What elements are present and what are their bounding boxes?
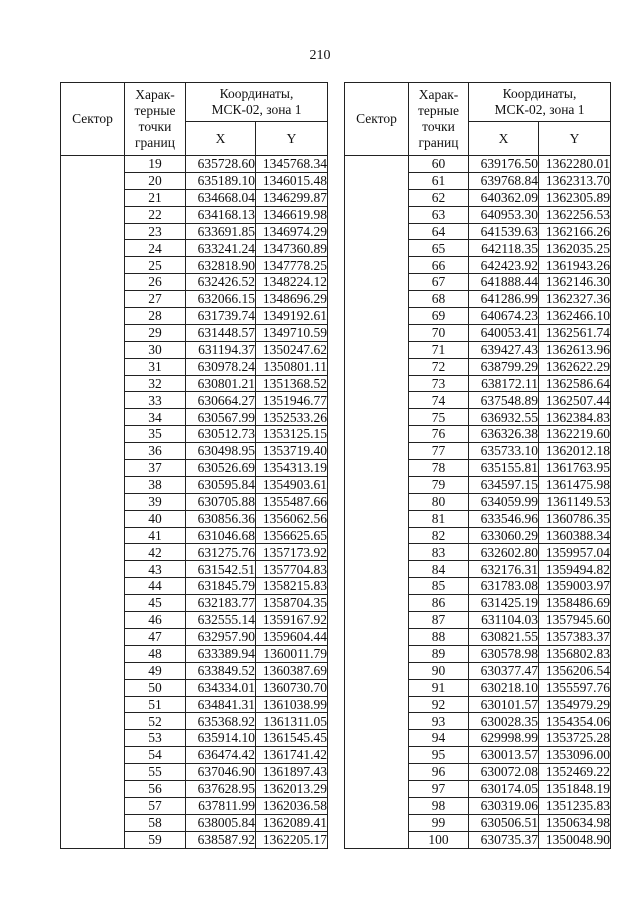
y-coordinate-cell: 1354354.06: [539, 713, 611, 730]
y-coordinate-cell: 1361897.43: [256, 764, 328, 781]
sector-cell: [345, 156, 409, 849]
points-header-line: границ: [418, 135, 459, 150]
y-coordinate-cell: 1362305.89: [539, 189, 611, 206]
x-coordinate-cell: 640953.30: [469, 206, 539, 223]
table-row: [61, 156, 328, 173]
y-coordinate-cell: 1350048.90: [539, 831, 611, 848]
x-coordinate-cell: 632426.52: [186, 274, 256, 291]
point-number-cell: 41: [125, 527, 186, 544]
y-coordinate-cell: 1351235.83: [539, 797, 611, 814]
point-number-cell: 20: [125, 172, 186, 189]
x-coordinate-cell: 631194.37: [186, 341, 256, 358]
x-coordinate-cell: 639427.43: [469, 341, 539, 358]
point-number-cell: 34: [125, 409, 186, 426]
x-coordinate-cell: 641888.44: [469, 274, 539, 291]
point-number-cell: 99: [409, 814, 469, 831]
points-header: [125, 83, 186, 156]
y-coordinate-cell: 1362013.29: [256, 780, 328, 797]
x-coordinate-cell: 630664.27: [186, 392, 256, 409]
point-number-cell: 61: [409, 172, 469, 189]
x-coordinate-cell: 633849.52: [186, 662, 256, 679]
y-coordinate-cell: 1352469.22: [539, 764, 611, 781]
point-number-cell: 88: [409, 628, 469, 645]
x-coordinate-cell: 630028.35: [469, 713, 539, 730]
point-number-cell: 86: [409, 595, 469, 612]
x-coordinate-cell: 630377.47: [469, 662, 539, 679]
point-number-cell: 60: [409, 156, 469, 173]
y-header: Y: [539, 122, 611, 156]
y-coordinate-cell: 1351368.52: [256, 375, 328, 392]
points-header-line: терные: [134, 103, 176, 118]
x-coordinate-cell: 630595.84: [186, 476, 256, 493]
y-coordinate-cell: 1358486.69: [539, 595, 611, 612]
point-number-cell: 56: [125, 780, 186, 797]
y-coordinate-cell: 1359957.04: [539, 544, 611, 561]
x-coordinate-cell: 630735.37: [469, 831, 539, 848]
coords-header-line: Координаты,: [502, 86, 577, 101]
x-coordinate-cell: 635189.10: [186, 172, 256, 189]
point-number-cell: 31: [125, 358, 186, 375]
y-coordinate-cell: 1362035.25: [539, 240, 611, 257]
y-coordinate-cell: 1346299.87: [256, 189, 328, 206]
x-coordinate-cell: 634059.99: [469, 493, 539, 510]
points-header-line: Харак-: [135, 87, 175, 102]
y-coordinate-cell: 1358215.83: [256, 578, 328, 595]
y-coordinate-cell: 1362089.41: [256, 814, 328, 831]
point-number-cell: 96: [409, 764, 469, 781]
y-coordinate-cell: 1360011.79: [256, 645, 328, 662]
points-header: [409, 83, 469, 156]
x-coordinate-cell: 630218.10: [469, 679, 539, 696]
point-number-cell: 36: [125, 443, 186, 460]
y-coordinate-cell: 1355597.76: [539, 679, 611, 696]
y-coordinate-cell: 1362256.53: [539, 206, 611, 223]
x-coordinate-cell: 630319.06: [469, 797, 539, 814]
point-number-cell: 24: [125, 240, 186, 257]
x-coordinate-cell: 632066.15: [186, 291, 256, 308]
point-number-cell: 40: [125, 510, 186, 527]
y-coordinate-cell: 1362327.36: [539, 291, 611, 308]
x-coordinate-cell: 630705.88: [186, 493, 256, 510]
y-coordinate-cell: 1362036.58: [256, 797, 328, 814]
x-coordinate-cell: 641286.99: [469, 291, 539, 308]
point-number-cell: 43: [125, 561, 186, 578]
point-number-cell: 47: [125, 628, 186, 645]
x-coordinate-cell: 637628.95: [186, 780, 256, 797]
point-number-cell: 75: [409, 409, 469, 426]
y-coordinate-cell: 1360388.34: [539, 527, 611, 544]
y-header: Y: [256, 122, 328, 156]
y-coordinate-cell: 1361149.53: [539, 493, 611, 510]
y-coordinate-cell: 1350634.98: [539, 814, 611, 831]
x-coordinate-cell: 636326.38: [469, 426, 539, 443]
x-coordinate-cell: 631845.79: [186, 578, 256, 595]
y-coordinate-cell: 1346015.48: [256, 172, 328, 189]
x-coordinate-cell: 631542.51: [186, 561, 256, 578]
point-number-cell: 39: [125, 493, 186, 510]
x-coordinate-cell: 633389.94: [186, 645, 256, 662]
x-coordinate-cell: 634597.15: [469, 476, 539, 493]
point-number-cell: 50: [125, 679, 186, 696]
point-number-cell: 83: [409, 544, 469, 561]
sector-cell: [61, 156, 125, 849]
point-number-cell: 28: [125, 308, 186, 325]
x-header: X: [469, 122, 539, 156]
y-coordinate-cell: 1360786.35: [539, 510, 611, 527]
point-number-cell: 22: [125, 206, 186, 223]
point-number-cell: 42: [125, 544, 186, 561]
y-coordinate-cell: 1362384.83: [539, 409, 611, 426]
x-coordinate-cell: 630801.21: [186, 375, 256, 392]
y-coordinate-cell: 1361943.26: [539, 257, 611, 274]
point-number-cell: 100: [409, 831, 469, 848]
x-coordinate-cell: 630174.05: [469, 780, 539, 797]
y-coordinate-cell: 1361311.05: [256, 713, 328, 730]
x-coordinate-cell: 638172.11: [469, 375, 539, 392]
x-coordinate-cell: 637046.90: [186, 764, 256, 781]
point-number-cell: 79: [409, 476, 469, 493]
y-coordinate-cell: 1359494.82: [539, 561, 611, 578]
x-coordinate-cell: 635914.10: [186, 730, 256, 747]
y-coordinate-cell: 1347778.25: [256, 257, 328, 274]
y-coordinate-cell: 1362205.17: [256, 831, 328, 848]
point-number-cell: 35: [125, 426, 186, 443]
point-number-cell: 82: [409, 527, 469, 544]
point-number-cell: 80: [409, 493, 469, 510]
y-coordinate-cell: 1356802.83: [539, 645, 611, 662]
x-coordinate-cell: 636932.55: [469, 409, 539, 426]
point-number-cell: 68: [409, 291, 469, 308]
y-coordinate-cell: 1361545.45: [256, 730, 328, 747]
point-number-cell: 52: [125, 713, 186, 730]
y-coordinate-cell: 1356625.65: [256, 527, 328, 544]
point-number-cell: 78: [409, 460, 469, 477]
x-coordinate-cell: 631739.74: [186, 308, 256, 325]
y-coordinate-cell: 1362280.01: [539, 156, 611, 173]
y-coordinate-cell: 1357945.60: [539, 612, 611, 629]
x-coordinate-cell: 632176.31: [469, 561, 539, 578]
x-coordinate-cell: 630072.08: [469, 764, 539, 781]
x-coordinate-cell: 630498.95: [186, 443, 256, 460]
y-coordinate-cell: 1360387.69: [256, 662, 328, 679]
point-number-cell: 92: [409, 696, 469, 713]
point-number-cell: 33: [125, 392, 186, 409]
x-coordinate-cell: 633691.85: [186, 223, 256, 240]
y-coordinate-cell: 1362219.60: [539, 426, 611, 443]
y-coordinate-cell: 1361741.42: [256, 747, 328, 764]
y-coordinate-cell: 1352533.26: [256, 409, 328, 426]
point-number-cell: 69: [409, 308, 469, 325]
y-coordinate-cell: 1361475.98: [539, 476, 611, 493]
point-number-cell: 95: [409, 747, 469, 764]
x-coordinate-cell: 632818.90: [186, 257, 256, 274]
x-coordinate-cell: 629998.99: [469, 730, 539, 747]
x-coordinate-cell: 642118.35: [469, 240, 539, 257]
y-coordinate-cell: 1355487.66: [256, 493, 328, 510]
points-header-line: точки: [422, 119, 455, 134]
point-number-cell: 89: [409, 645, 469, 662]
y-coordinate-cell: 1362166.26: [539, 223, 611, 240]
y-coordinate-cell: 1353096.00: [539, 747, 611, 764]
point-number-cell: 49: [125, 662, 186, 679]
y-coordinate-cell: 1362313.70: [539, 172, 611, 189]
x-coordinate-cell: 639768.84: [469, 172, 539, 189]
point-number-cell: 70: [409, 324, 469, 341]
y-coordinate-cell: 1362146.30: [539, 274, 611, 291]
y-coordinate-cell: 1358704.35: [256, 595, 328, 612]
y-coordinate-cell: 1362586.64: [539, 375, 611, 392]
y-coordinate-cell: 1362622.29: [539, 358, 611, 375]
x-coordinate-cell: 631104.03: [469, 612, 539, 629]
x-coordinate-cell: 631783.08: [469, 578, 539, 595]
x-coordinate-cell: 633546.96: [469, 510, 539, 527]
x-coordinate-cell: 630578.98: [469, 645, 539, 662]
point-number-cell: 57: [125, 797, 186, 814]
y-coordinate-cell: 1362561.74: [539, 324, 611, 341]
x-coordinate-cell: 636474.42: [186, 747, 256, 764]
y-coordinate-cell: 1346619.98: [256, 206, 328, 223]
x-coordinate-cell: 633241.24: [186, 240, 256, 257]
x-coordinate-cell: 635733.10: [469, 443, 539, 460]
point-number-cell: 58: [125, 814, 186, 831]
point-number-cell: 27: [125, 291, 186, 308]
point-number-cell: 48: [125, 645, 186, 662]
coords-header: [469, 83, 611, 122]
point-number-cell: 65: [409, 240, 469, 257]
point-number-cell: 91: [409, 679, 469, 696]
points-header-line: границ: [135, 135, 175, 150]
y-coordinate-cell: 1346974.29: [256, 223, 328, 240]
x-coordinate-cell: 637548.89: [469, 392, 539, 409]
y-coordinate-cell: 1349710.59: [256, 324, 328, 341]
y-coordinate-cell: 1351848.19: [539, 780, 611, 797]
point-number-cell: 77: [409, 443, 469, 460]
point-number-cell: 98: [409, 797, 469, 814]
x-coordinate-cell: 637811.99: [186, 797, 256, 814]
point-number-cell: 46: [125, 612, 186, 629]
point-number-cell: 55: [125, 764, 186, 781]
point-number-cell: 37: [125, 460, 186, 477]
point-number-cell: 53: [125, 730, 186, 747]
x-coordinate-cell: 630567.99: [186, 409, 256, 426]
y-coordinate-cell: 1353725.28: [539, 730, 611, 747]
x-coordinate-cell: 639176.50: [469, 156, 539, 173]
x-coordinate-cell: 638799.29: [469, 358, 539, 375]
x-coordinate-cell: 630512.73: [186, 426, 256, 443]
y-coordinate-cell: 1354979.29: [539, 696, 611, 713]
point-number-cell: 74: [409, 392, 469, 409]
y-coordinate-cell: 1359604.44: [256, 628, 328, 645]
point-number-cell: 25: [125, 257, 186, 274]
points-header-line: терные: [418, 103, 459, 118]
point-number-cell: 66: [409, 257, 469, 274]
x-header: X: [186, 122, 256, 156]
y-coordinate-cell: 1348224.12: [256, 274, 328, 291]
point-number-cell: 51: [125, 696, 186, 713]
x-coordinate-cell: 630526.69: [186, 460, 256, 477]
coords-header: [186, 83, 328, 122]
x-coordinate-cell: 634841.31: [186, 696, 256, 713]
point-number-cell: 76: [409, 426, 469, 443]
point-number-cell: 71: [409, 341, 469, 358]
point-number-cell: 87: [409, 612, 469, 629]
point-number-cell: 94: [409, 730, 469, 747]
x-coordinate-cell: 632555.14: [186, 612, 256, 629]
x-coordinate-cell: 640674.23: [469, 308, 539, 325]
x-coordinate-cell: 638587.92: [186, 831, 256, 848]
y-coordinate-cell: 1347360.89: [256, 240, 328, 257]
point-number-cell: 38: [125, 476, 186, 493]
y-coordinate-cell: 1357704.83: [256, 561, 328, 578]
coords-header-line: МСК-02, зона 1: [494, 102, 585, 117]
y-coordinate-cell: 1353719.40: [256, 443, 328, 460]
x-coordinate-cell: 633060.29: [469, 527, 539, 544]
point-number-cell: 93: [409, 713, 469, 730]
point-number-cell: 97: [409, 780, 469, 797]
y-coordinate-cell: 1362507.44: [539, 392, 611, 409]
x-coordinate-cell: 640053.41: [469, 324, 539, 341]
point-number-cell: 85: [409, 578, 469, 595]
y-coordinate-cell: 1350247.62: [256, 341, 328, 358]
x-coordinate-cell: 631425.19: [469, 595, 539, 612]
y-coordinate-cell: 1362012.18: [539, 443, 611, 460]
point-number-cell: 73: [409, 375, 469, 392]
y-coordinate-cell: 1345768.34: [256, 156, 328, 173]
x-coordinate-cell: 631275.76: [186, 544, 256, 561]
point-number-cell: 64: [409, 223, 469, 240]
coordinates-table-left: [60, 82, 328, 849]
y-coordinate-cell: 1361038.99: [256, 696, 328, 713]
y-coordinate-cell: 1359003.97: [539, 578, 611, 595]
point-number-cell: 32: [125, 375, 186, 392]
x-coordinate-cell: 631448.57: [186, 324, 256, 341]
point-number-cell: 72: [409, 358, 469, 375]
sector-header: Сектор: [61, 83, 125, 156]
x-coordinate-cell: 630101.57: [469, 696, 539, 713]
y-coordinate-cell: 1349192.61: [256, 308, 328, 325]
x-coordinate-cell: 634334.01: [186, 679, 256, 696]
point-number-cell: 29: [125, 324, 186, 341]
x-coordinate-cell: 630978.24: [186, 358, 256, 375]
point-number-cell: 62: [409, 189, 469, 206]
point-number-cell: 84: [409, 561, 469, 578]
x-coordinate-cell: 641539.63: [469, 223, 539, 240]
x-coordinate-cell: 638005.84: [186, 814, 256, 831]
y-coordinate-cell: 1354313.19: [256, 460, 328, 477]
x-coordinate-cell: 630821.55: [469, 628, 539, 645]
y-coordinate-cell: 1359167.92: [256, 612, 328, 629]
x-coordinate-cell: 635728.60: [186, 156, 256, 173]
x-coordinate-cell: 630013.57: [469, 747, 539, 764]
table-body-left: [61, 156, 328, 849]
x-coordinate-cell: 632602.80: [469, 544, 539, 561]
x-coordinate-cell: 634668.04: [186, 189, 256, 206]
point-number-cell: 63: [409, 206, 469, 223]
point-number-cell: 81: [409, 510, 469, 527]
point-number-cell: 59: [125, 831, 186, 848]
point-number-cell: 54: [125, 747, 186, 764]
y-coordinate-cell: 1357173.92: [256, 544, 328, 561]
y-coordinate-cell: 1350801.11: [256, 358, 328, 375]
point-number-cell: 21: [125, 189, 186, 206]
coords-header-line: МСК-02, зона 1: [211, 102, 302, 117]
points-header-line: точки: [138, 119, 172, 134]
y-coordinate-cell: 1361763.95: [539, 460, 611, 477]
y-coordinate-cell: 1351946.77: [256, 392, 328, 409]
y-coordinate-cell: 1360730.70: [256, 679, 328, 696]
point-number-cell: 44: [125, 578, 186, 595]
x-coordinate-cell: 631046.68: [186, 527, 256, 544]
y-coordinate-cell: 1362466.10: [539, 308, 611, 325]
sector-header: Сектор: [345, 83, 409, 156]
point-number-cell: 90: [409, 662, 469, 679]
x-coordinate-cell: 640362.09: [469, 189, 539, 206]
y-coordinate-cell: 1356206.54: [539, 662, 611, 679]
y-coordinate-cell: 1353125.15: [256, 426, 328, 443]
point-number-cell: 26: [125, 274, 186, 291]
x-coordinate-cell: 635368.92: [186, 713, 256, 730]
x-coordinate-cell: 632957.90: [186, 628, 256, 645]
x-coordinate-cell: 634168.13: [186, 206, 256, 223]
point-number-cell: 23: [125, 223, 186, 240]
y-coordinate-cell: 1362613.96: [539, 341, 611, 358]
point-number-cell: 67: [409, 274, 469, 291]
x-coordinate-cell: 635155.81: [469, 460, 539, 477]
x-coordinate-cell: 630856.36: [186, 510, 256, 527]
page-number: 210: [309, 48, 331, 63]
x-coordinate-cell: 630506.51: [469, 814, 539, 831]
y-coordinate-cell: 1348696.29: [256, 291, 328, 308]
coords-header-line: Координаты,: [219, 86, 294, 101]
point-number-cell: 30: [125, 341, 186, 358]
y-coordinate-cell: 1354903.61: [256, 476, 328, 493]
point-number-cell: 19: [125, 156, 186, 173]
x-coordinate-cell: 642423.92: [469, 257, 539, 274]
table-body-right: [345, 156, 611, 849]
y-coordinate-cell: 1357383.37: [539, 628, 611, 645]
point-number-cell: 45: [125, 595, 186, 612]
coordinates-table-right: [344, 82, 611, 849]
x-coordinate-cell: 632183.77: [186, 595, 256, 612]
points-header-line: Харак-: [418, 87, 459, 102]
table-row: [345, 156, 611, 173]
y-coordinate-cell: 1356062.56: [256, 510, 328, 527]
